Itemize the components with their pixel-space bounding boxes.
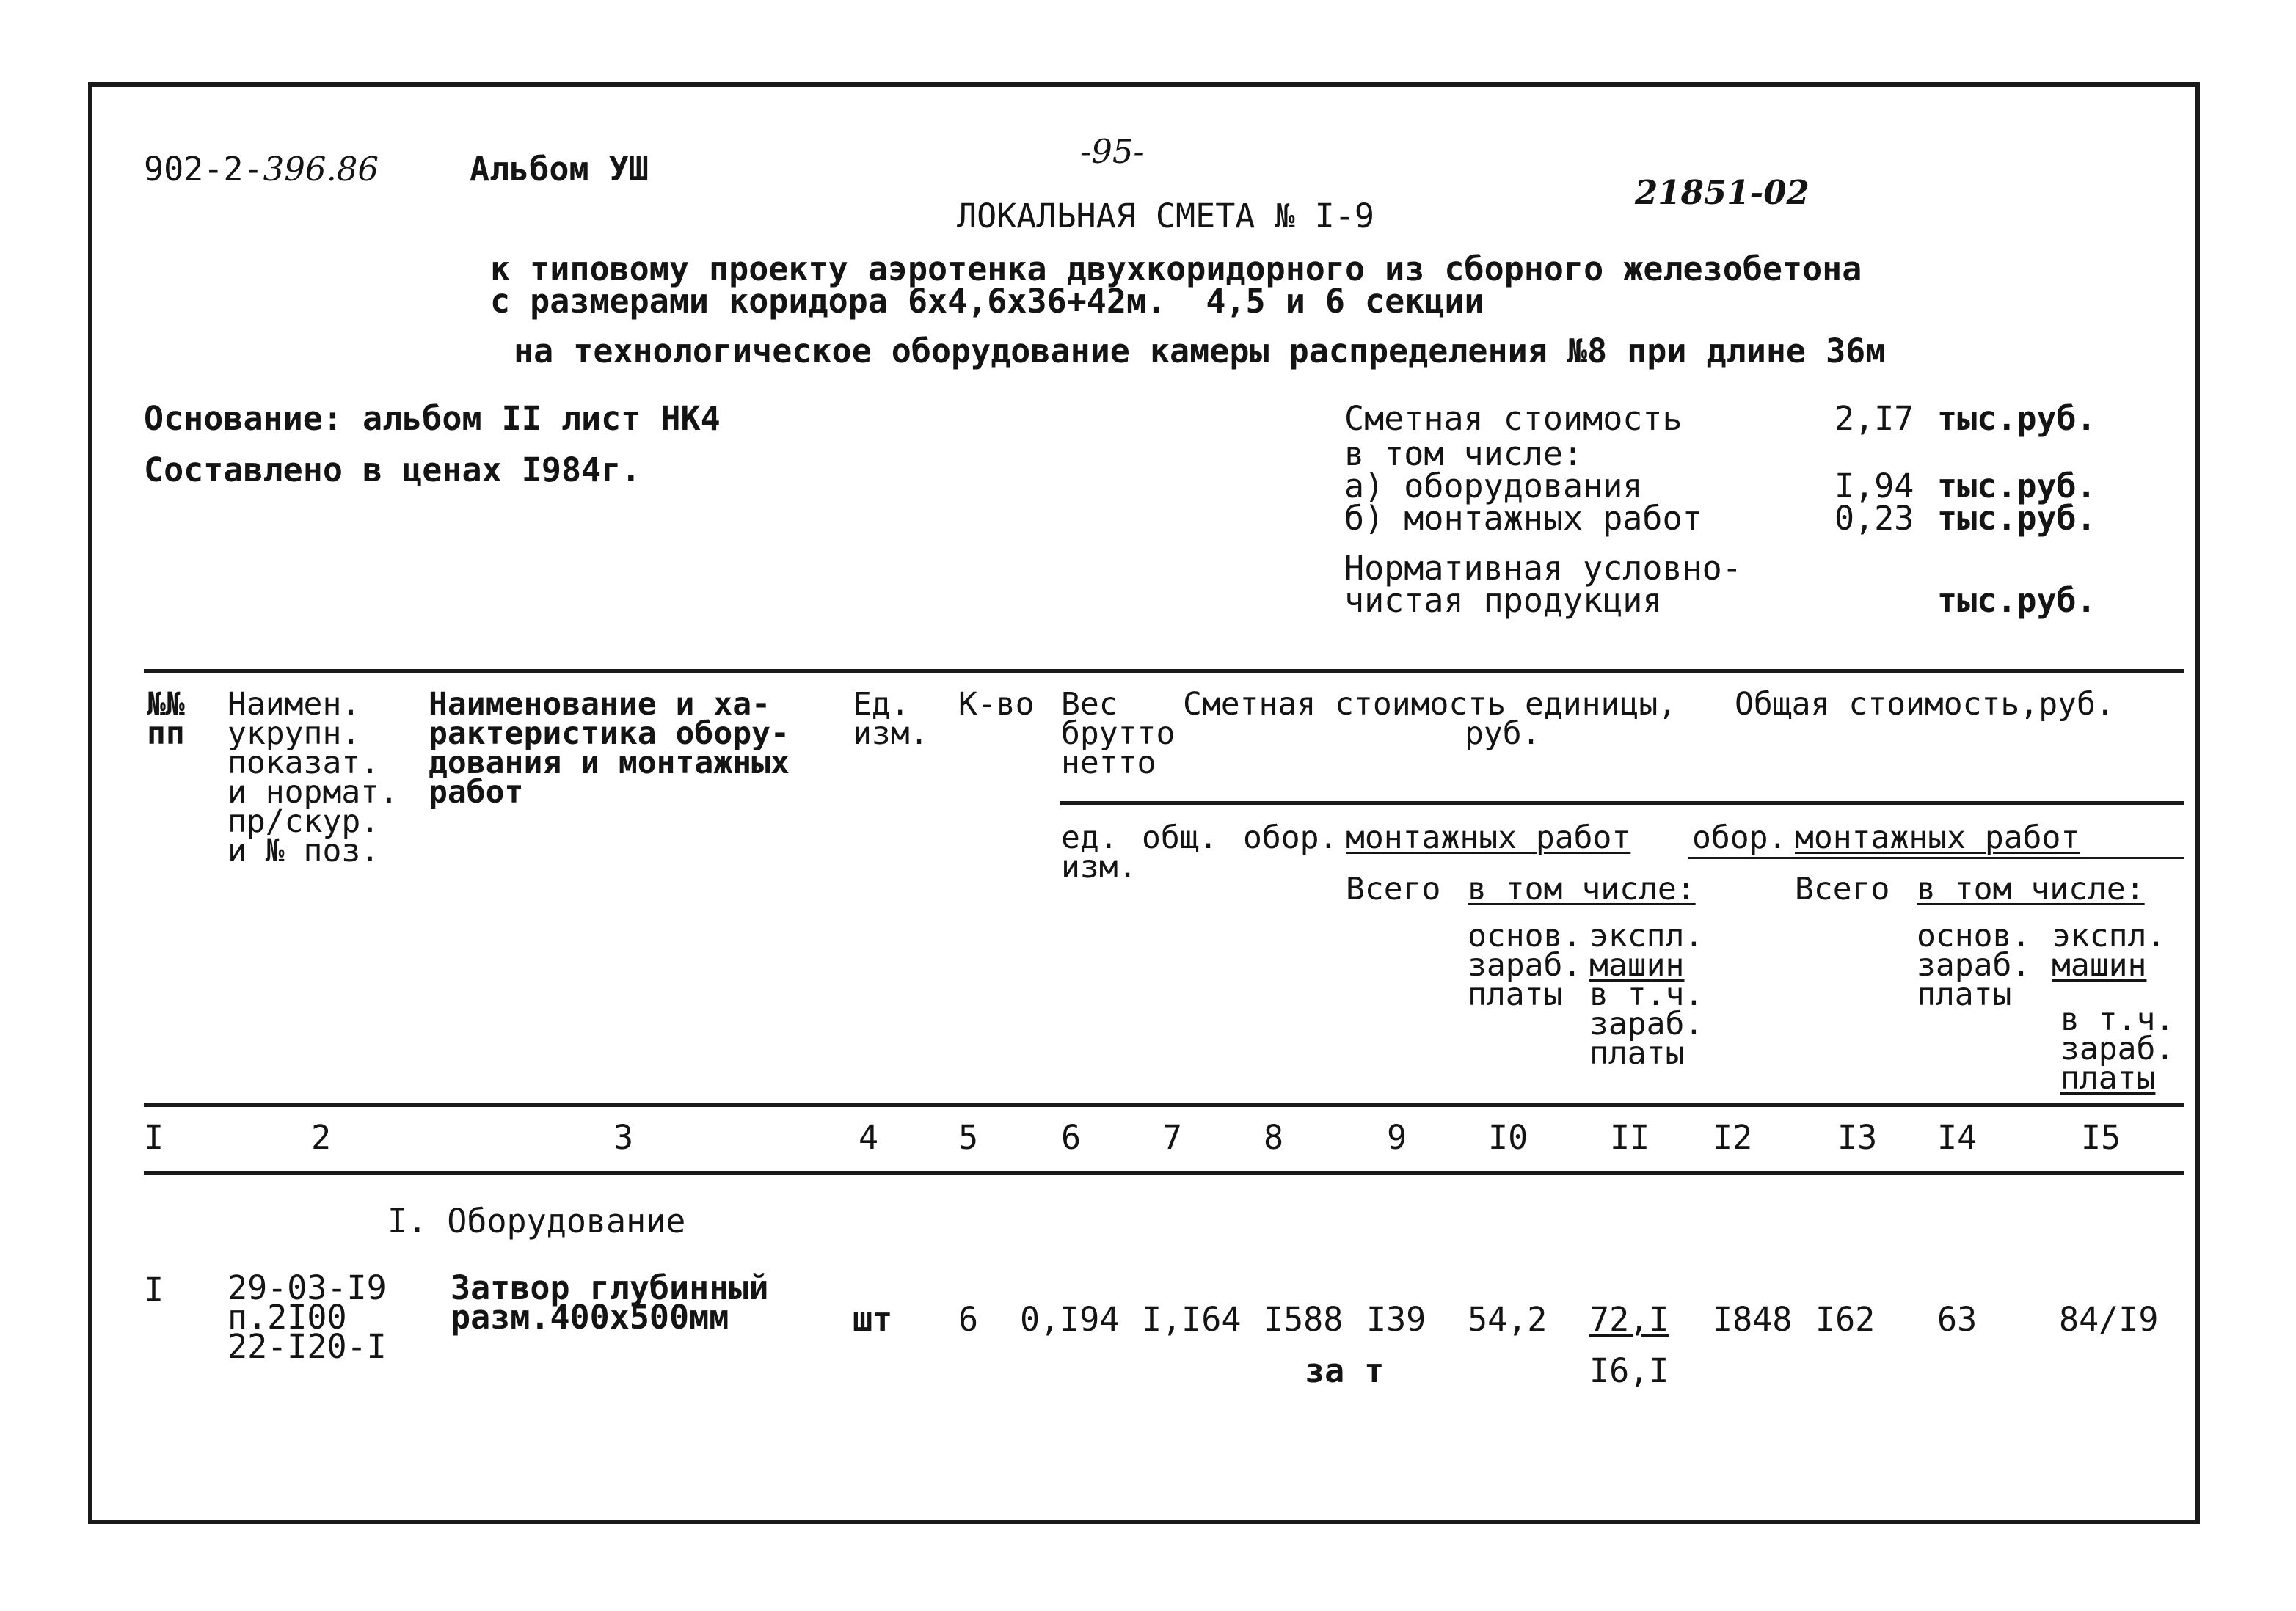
subtitle-line-1: к типовому проекту аэротенка двухкоридорного из сборного железобетона [490,249,1862,288]
estimate-title: ЛОКАЛЬНАЯ СМЕТА № I-9 [957,197,1374,235]
row-machines-wage-unit: I6,I [1589,1351,1669,1390]
col6-header: Вес брутто нетто [1061,686,1176,781]
album-label: Альбом УШ [470,150,649,189]
including-label: в том числе: [1344,434,1583,473]
col4-header: Ед. изм. [853,686,929,752]
install-cost-label: б) монтажных работ [1344,499,1702,538]
total-cost-label: Сметная стоимость [1344,399,1683,438]
col2-header: Наимен. укрупн. показат. и нормат. пр/скур. и № поз. [227,686,398,869]
sub-vsego-total: Всего [1795,871,1890,907]
colnum-10: I0 [1488,1118,1528,1157]
total-cost-value: 2,I7 [1834,399,1914,438]
sub-obsh: общ. [1142,819,1218,856]
sub-ekspl-total: экспл. машин [2052,918,2166,984]
table-top-rule [144,669,2184,673]
sub-vtom-unit: в том числе: [1468,871,1696,907]
basis-line: Основание: альбом II лист НК4 [144,399,721,438]
equipment-cost-unit: тыс.руб. [1937,467,2096,505]
normative-unit: тыс.руб. [1937,581,2096,620]
prices-line: Составлено в ценах I984г. [144,450,641,489]
col3-header: Наименование и ха- рактеристика обору- дования и монтажных работ [429,686,790,811]
normative-label-2: чистая продукция [1344,581,1663,620]
header-sub-rule [1060,801,2184,805]
colnum-9: 9 [1387,1118,1407,1157]
row-unit: шт [853,1300,893,1339]
colnum-15: I5 [2081,1118,2121,1157]
sub-ed: ед. [1061,819,1118,856]
section-title: I. Оборудование [387,1202,686,1241]
row-equip-total: I848 [1713,1300,1793,1339]
colnum-6: 6 [1061,1118,1082,1157]
unit-cost-header: Сметная стоимость единицы, [1183,686,1677,723]
install-cost-unit: тыс.руб. [1937,499,2096,538]
colnum-7: 7 [1162,1118,1183,1157]
page-number: -95- [1080,132,1145,171]
col5-header: К-во [958,686,1035,723]
row-weight-unit: 0,I94 [1020,1300,1120,1339]
equipment-cost-value: I,94 [1834,467,1914,505]
project-code: 902-2-396.86 [144,150,379,189]
row-install-note: за т [1305,1351,1385,1390]
column-numbers-bottom-rule [144,1171,2184,1175]
sub-ekspl-unit: экспл. машин [1589,918,1704,984]
sub-vtch-unit: в т.ч. зараб. платы [1589,976,1704,1072]
column-numbers-top-rule [144,1103,2184,1107]
sub-izm: изм. [1061,849,1137,885]
row-install-total: I62 [1815,1300,1876,1339]
sub-vtom-total: в том числе: [1917,871,2145,907]
subtitle-line-3: на технологическое оборудование камеры распределения №8 при длине 36м [514,332,1886,370]
sub-obor-total: обор. [1692,819,1787,856]
document-number: 21851-02 [1635,173,1810,212]
row-machines-unit: 72,I [1589,1300,1669,1339]
total-cost-unit: тыс.руб. [1937,399,2096,438]
sub-montazh-unit: монтажных работ [1346,819,1631,856]
row-name: Затвор глубинный разм.400х500мм [451,1268,769,1337]
colnum-13: I3 [1837,1118,1878,1157]
sub-montazh-total: монтажных работ [1795,819,2080,856]
row-weight-total: I,I64 [1142,1300,1242,1339]
equipment-cost-label: а) оборудования [1344,467,1643,505]
row-num: I [144,1271,164,1309]
row-qty: 6 [958,1300,979,1339]
colnum-11: II [1610,1118,1650,1157]
row-wage-unit: 54,2 [1468,1300,1548,1339]
subtitle-line-2: с размерами коридора 6х4,6х36+42м. 4,5 и 6 секции [490,282,1484,321]
colnum-14: I4 [1937,1118,1978,1157]
col1-header: №№ пп [147,686,185,752]
colnum-8: 8 [1264,1118,1284,1157]
install-cost-value: 0,23 [1834,499,1914,538]
colnum-5: 5 [958,1118,979,1157]
row-equip-unit: I588 [1264,1300,1344,1339]
sub-obor-unit: обор. [1243,819,1338,856]
row-machines-total: 84/I9 [2059,1300,2159,1339]
colnum-2: 2 [311,1118,332,1157]
total-cost-header: Общая стоимость,руб. [1735,686,2115,723]
sub-vsego-unit: Всего [1346,871,1441,907]
colnum-12: I2 [1713,1118,1753,1157]
unit-cost-header-rub: руб. [1465,715,1541,752]
row-wage-total: 63 [1937,1300,1978,1339]
montazh-total-rule [1688,857,2184,859]
sub-osnov-unit: основ. зараб. платы [1468,918,1582,1013]
row-install-unit: I39 [1366,1300,1426,1339]
row-code: 29-03-I9 п.2I00 22-I20-I [227,1268,387,1366]
sub-osnov-total: основ. зараб. платы [1917,918,2031,1013]
colnum-3: 3 [613,1118,634,1157]
colnum-1: I [144,1118,164,1157]
sub-vtch-total: в т.ч. зараб. платы [2060,1001,2175,1097]
normative-label-1: Нормативная условно- [1344,549,1742,588]
colnum-4: 4 [859,1118,879,1157]
